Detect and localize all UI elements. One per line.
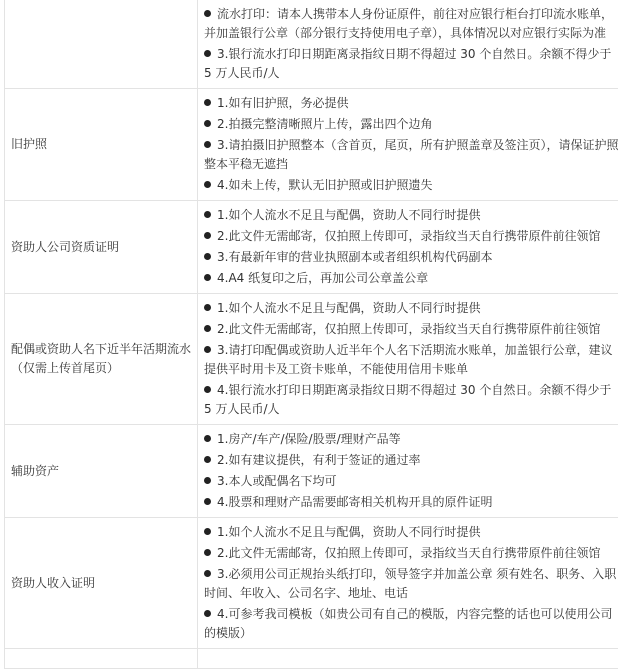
bullet-icon: [204, 10, 211, 17]
bullet-icon: [204, 498, 211, 505]
bullet-icon: [204, 610, 211, 617]
row-content: [198, 89, 618, 201]
bullet-icon: [204, 528, 211, 535]
bullet-icon: [204, 253, 211, 260]
list-item-text: 4.A4 纸复印之后，再加公司公章盖公章: [217, 271, 428, 285]
bullet-icon: [204, 211, 211, 218]
bullet-icon: [204, 274, 211, 281]
list-item: [204, 523, 618, 542]
list-item-text: 3.银行流水打印日期距离录指纹日期不得超过 30 个自然日。余额不得少于 5 万人民币/人: [204, 47, 611, 80]
row-content: [198, 294, 618, 425]
bullet-icon: [204, 50, 211, 57]
row-label: [5, 0, 198, 89]
list-item-text: 2.此文件无需邮寄，仅拍照上传即可，录指纹当天自行携带原件前往领馆: [217, 322, 600, 336]
list-item-text: 1.如个人流水不足且与配偶，资助人不同行时提供: [217, 208, 480, 222]
list-item: [204, 176, 618, 195]
list-item: [204, 136, 618, 174]
list-item: [204, 320, 618, 339]
list-item: [204, 115, 618, 134]
table-row: [5, 0, 618, 89]
table-row: [5, 89, 618, 201]
list-item-text: 1.如有旧护照，务必提供: [217, 96, 348, 110]
list-item-text: 3.请拍摄旧护照整本（含首页，尾页，所有护照盖章及签注页），请保证护照整本平稳无遮挡: [204, 138, 618, 171]
list-item-text: 流水打印：请本人携带本人身份证原件，前往对应银行柜台打印流水账单，并加盖银行公章（部分银行支持使用电子章），具体情况以对应银行实际为准: [204, 7, 613, 40]
list-item-text: 1.如个人流水不足且与配偶，资助人不同行时提供: [217, 525, 480, 539]
list-item: [204, 472, 618, 491]
row-label: 配偶或资助人名下近半年活期流水（仅需上传首尾页）: [5, 294, 198, 425]
row-content: [198, 201, 618, 294]
list-item-text: 2.此文件无需邮寄，仅拍照上传即可，录指纹当天自行携带原件前往领馆: [217, 546, 600, 560]
list-item: [204, 5, 618, 43]
list-item-text: 3.有最新年审的营业执照副本或者组织机构代码副本: [217, 250, 492, 264]
list-item-text: 4.可参考我司模板（如贵公司有自己的模版，内容完整的话也可以使用公司的模版）: [204, 607, 612, 640]
bullet-icon: [204, 120, 211, 127]
list-item-text: 2.此文件无需邮寄，仅拍照上传即可，录指纹当天自行携带原件前往领馆: [217, 229, 600, 243]
bullet-icon: [204, 304, 211, 311]
row-content: [198, 0, 618, 89]
bullet-icon: [204, 435, 211, 442]
row-label: [5, 649, 198, 669]
row-label: 旧护照: [5, 89, 198, 201]
bullet-icon: [204, 325, 211, 332]
list-item-text: 4.如未上传，默认无旧护照或旧护照遗失: [217, 178, 432, 192]
bullet-icon: [204, 456, 211, 463]
list-item: [204, 299, 618, 318]
list-item: [204, 341, 618, 379]
list-item-text: 4.股票和理财产品需要邮寄相关机构开具的原件证明: [217, 495, 492, 509]
list-item-text: 1.如个人流水不足且与配偶，资助人不同行时提供: [217, 301, 480, 315]
list-item: [204, 430, 618, 449]
list-item: [204, 605, 618, 643]
bullet-icon: [204, 570, 211, 577]
bullet-icon: [204, 549, 211, 556]
list-item: [204, 45, 618, 83]
list-item: [204, 248, 618, 267]
bullet-icon: [204, 477, 211, 484]
row-label: 辅助资产: [5, 425, 198, 518]
bullet-icon: [204, 141, 211, 148]
bullet-icon: [204, 181, 211, 188]
bullet-icon: [204, 232, 211, 239]
list-item: [204, 269, 618, 288]
list-item: [204, 227, 618, 246]
list-item: [204, 451, 618, 470]
row-label: 资助人收入证明: [5, 518, 198, 649]
table-row: [5, 425, 618, 518]
list-item-text: 2.如有建议提供，有利于签证的通过率: [217, 453, 420, 467]
list-item: [204, 94, 618, 113]
bullet-icon: [204, 346, 211, 353]
list-item-text: 2.拍摄完整清晰照片上传，露出四个边角: [217, 117, 432, 131]
bullet-icon: [204, 99, 211, 106]
table-row: [5, 201, 618, 294]
list-item-text: 3.请打印配偶或资助人近半年个人名下活期流水账单，加盖银行公章，建议提供平时用卡及工资卡账单，不能使用信用卡账单: [204, 343, 612, 376]
row-content: [198, 518, 618, 649]
row-label: 资助人公司资质证明: [5, 201, 198, 294]
list-item-text: 3.必须用公司正规抬头纸打印，领导签字并加盖公章 须有姓名、职务、入职时间、年收入、公司名字、地址、电话: [204, 567, 616, 600]
list-item: [204, 493, 618, 512]
list-item: [204, 565, 618, 603]
list-item: [204, 544, 618, 563]
table-row: [5, 294, 618, 425]
requirements-table: [4, 0, 618, 669]
list-item: [204, 381, 618, 419]
table-row: [5, 518, 618, 649]
list-item-text: 4.银行流水打印日期距离录指纹日期不得超过 30 个自然日。余额不得少于 5 万人民币/人: [204, 383, 611, 416]
row-content: [198, 649, 618, 669]
list-item-text: 3.本人或配偶名下均可: [217, 474, 336, 488]
list-item: [204, 206, 618, 225]
table-row: [5, 649, 618, 669]
row-content: [198, 425, 618, 518]
list-item-text: 1.房产/车产/保险/股票/理财产品等: [217, 432, 401, 446]
bullet-icon: [204, 386, 211, 393]
